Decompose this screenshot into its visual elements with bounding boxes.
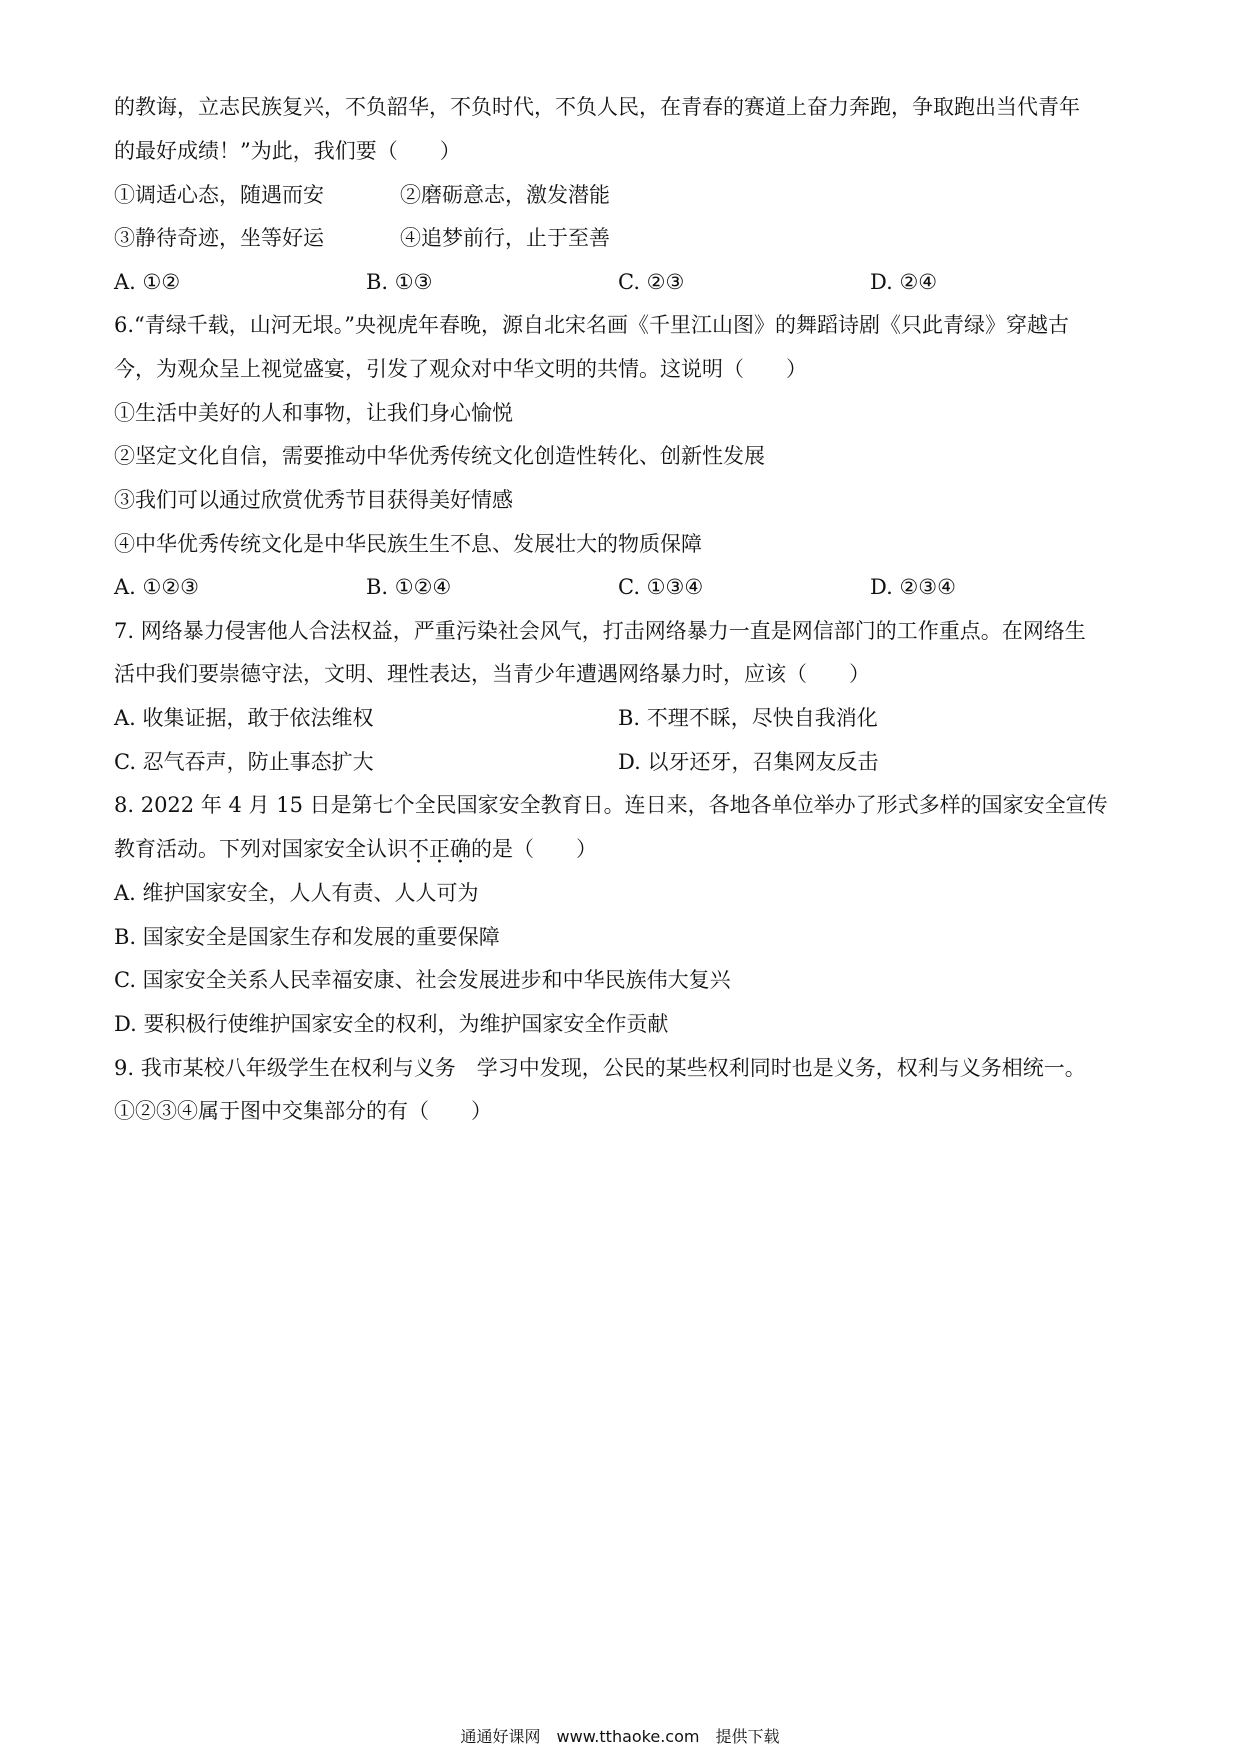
q5-option-c[interactable]: C. ②③ xyxy=(618,270,685,294)
q6-stem-line-1: 6.“青绿千载，山河无垠。”央视虎年春晚，源自北宋名画《千里江山图》的舞蹈诗剧《只此青绿》穿越古 xyxy=(114,313,1070,337)
q5-option-d[interactable]: D. ②④ xyxy=(870,270,938,294)
q7-option-b[interactable]: B. 不理不睬，尽快自我消化 xyxy=(618,706,878,730)
q7-stem-line-2: 活中我们要崇德守法，文明、理性表达，当青少年遭遇网络暴力时，应该（ ） xyxy=(114,662,870,686)
q7-option-d[interactable]: D. 以牙还牙，召集网友反击 xyxy=(618,750,879,774)
q5-statement-3: ③静待奇迹，坐等好运 xyxy=(114,226,324,250)
q5-stem-line-2: 的最好成绩！”为此，我们要（ ） xyxy=(114,139,461,163)
q8-stem-tail: 的是（ ） xyxy=(471,837,597,861)
q9-stem-line-1: 9. 我市某校八年级学生在权利与义务 学习中发现，公民的某些权利同时也是义务，权利与义务相统一。 xyxy=(114,1056,1086,1080)
q6-option-a[interactable]: A. ①②③ xyxy=(114,575,199,599)
q5-option-b[interactable]: B. ①③ xyxy=(366,270,433,294)
q6-option-d[interactable]: D. ②③④ xyxy=(870,575,956,599)
q8-emphasis-char-3: 确 xyxy=(450,837,471,861)
footer-source: 通通好课网 www.tthaoke.com 提供下载 xyxy=(460,1727,780,1746)
q7-stem-line-1: 7. 网络暴力侵害他人合法权益，严重污染社会风气，打击网络暴力一直是网信部门的工作重点。在网络生 xyxy=(114,619,1086,643)
q8-option-d[interactable]: D. 要积极行使维护国家安全的权利，为维护国家安全作贡献 xyxy=(114,1012,669,1036)
q9-stem-line-2: ①②③④属于图中交集部分的有（ ） xyxy=(114,1099,492,1123)
q7-option-a[interactable]: A. 收集证据，敢于依法维权 xyxy=(114,706,374,730)
q6-statement-2: ②坚定文化自信，需要推动中华优秀传统文化创造性转化、创新性发展 xyxy=(114,444,765,468)
q6-option-b[interactable]: B. ①②④ xyxy=(366,575,452,599)
q8-stem-text: 教育活动。下列对国家安全认识 xyxy=(114,837,408,861)
q8-stem-line-1: 8. 2022 年 4 月 15 日是第七个全民国家安全教育日。连日来，各地各单位举办了形式多样的国家安全宣传 xyxy=(114,793,1108,817)
q8-stem-line-2 xyxy=(114,834,1130,864)
q8-option-a[interactable]: A. 维护国家安全，人人有责、人人可为 xyxy=(114,881,479,905)
q8-emphasis-char-1: 不 xyxy=(408,837,429,861)
q6-statement-4: ④中华优秀传统文化是中华民族生生不息、发展壮大的物质保障 xyxy=(114,532,702,556)
q5-statement-2: ②磨砺意志，激发潜能 xyxy=(400,183,610,207)
q8-option-b[interactable]: B. 国家安全是国家生存和发展的重要保障 xyxy=(114,925,500,949)
q6-option-c[interactable]: C. ①③④ xyxy=(618,575,704,599)
q6-statement-1: ①生活中美好的人和事物，让我们身心愉悦 xyxy=(114,401,513,425)
q6-statement-3: ③我们可以通过欣赏优秀节目获得美好情感 xyxy=(114,488,513,512)
q8-emphasis-char-2: 正 xyxy=(429,837,450,861)
q5-stem-line-1: 的教诲，立志民族复兴，不负韶华，不负时代，不负人民，在青春的赛道上奋力奔跑，争取跑出当代青年 xyxy=(114,95,1080,119)
q5-statement-1: ①调适心态，随遇而安 xyxy=(114,183,324,207)
q6-stem-line-2: 今，为观众呈上视觉盛宴，引发了观众对中华文明的共情。这说明（ ） xyxy=(114,357,807,381)
q5-option-a[interactable]: A. ①② xyxy=(114,270,181,294)
q5-statement-4: ④追梦前行，止于至善 xyxy=(400,226,610,250)
q8-option-c[interactable]: C. 国家安全关系人民幸福安康、社会发展进步和中华民族伟大复兴 xyxy=(114,968,731,992)
q7-option-c[interactable]: C. 忍气吞声，防止事态扩大 xyxy=(114,750,374,774)
